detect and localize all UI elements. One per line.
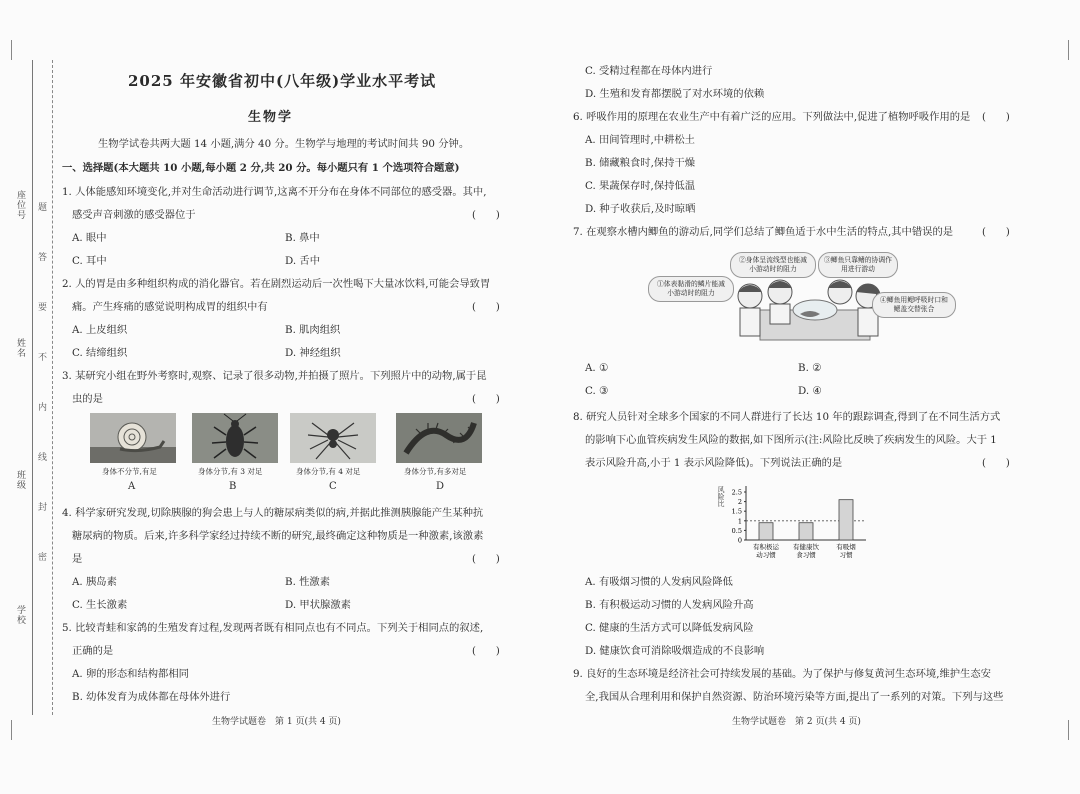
speech-bubble-3: ③鲫鱼只靠鳍的协调作用进行游动 (818, 252, 898, 278)
photo-caption-c: 身体分节,有 4 对足 (296, 467, 361, 476)
q7-option-d[interactable]: D. ④ (798, 385, 822, 397)
q4-option-b[interactable]: B. 性激素 (285, 576, 331, 588)
crop-mark (0, 40, 12, 60)
x-category-label: 习惯 (839, 551, 853, 559)
binding-char: 要 (38, 303, 48, 313)
q4-option-d[interactable]: D. 甲状腺激素 (285, 599, 351, 611)
q4-option-c[interactable]: C. 生长激素 (72, 599, 128, 611)
q5-answer-blank[interactable]: ( ) (472, 646, 500, 657)
seat-number-label: 座位号 (15, 190, 25, 220)
q9-stem-cont: 全,我国从合理利用和保护自然资源、防治环境污染等方面,提出了一系列的对策。下列与这些 (585, 691, 1004, 703)
q8-stem: 8. 研究人员针对全球多个国家的不同人群进行了长达 10 年的跟踪调查,得到了在不同生活方式 (573, 411, 1001, 423)
q4-stem: 4. 科学家研究发现,切除胰腺的狗会患上与人的糖尿病类似的病,并据此推测胰腺能产生某种抗 (62, 507, 484, 519)
q7-option-b[interactable]: B. ② (798, 362, 822, 374)
speech-bubble-4: ④鲫鱼用鳃呼吸时口和鳃盖交替张合 (872, 292, 956, 318)
bar (839, 500, 853, 540)
snail-photo[interactable] (90, 413, 176, 463)
q2-option-a[interactable]: A. 上皮组织 (72, 324, 128, 336)
photo-caption-a: 身体不分节,有足 (102, 467, 157, 476)
q4-stem-cont: 糖尿病的物质。后来,许多科学家经过持续不断的研究,最终确定这种物质是一种激素,该激素 (72, 530, 484, 542)
risk-ratio-bar-chart (712, 476, 892, 568)
q8-stem-cont2: 表示风险升高,小于 1 表示风险降低)。下列说法正确的是 (585, 457, 843, 469)
x-category-label: 食习惯 (796, 551, 816, 559)
centipede-icon (396, 413, 482, 463)
binding-char: 密 (38, 553, 48, 563)
q1-option-c[interactable]: C. 耳中 (72, 255, 107, 267)
photo-option-c[interactable]: C (329, 481, 337, 492)
x-category-label: 动习惯 (756, 551, 776, 559)
photo-caption-b: 身体分节,有 3 对足 (198, 467, 263, 476)
spider-photo[interactable] (290, 413, 376, 463)
q5-option-d[interactable]: D. 生殖和发育都摆脱了对水环境的依赖 (585, 88, 765, 100)
right-page (540, 0, 1080, 794)
page-footer: 生物学试题卷 第 2 页(共 4 页) (732, 717, 861, 727)
binding-char: 不 (38, 353, 48, 363)
q6-stem: 6. 呼吸作用的原理在农业生产中有着广泛的应用。下列做法中,促进了植物呼吸作用的是 (573, 111, 971, 123)
photo-caption-d: 身体分节,有多对足 (404, 467, 467, 476)
q2-option-b[interactable]: B. 肌肉组织 (285, 324, 341, 336)
q9-stem: 9. 良好的生态环境是经济社会可持续发展的基础。为了保护与修复黄河生态环境,维护生态安 (573, 668, 991, 680)
photo-option-b[interactable]: B (229, 481, 237, 492)
q3-stem: 3. 某研究小组在野外考察时,观察、记录了很多动物,并拍摄了照片。下列照片中的动物,属于昆 (62, 370, 487, 382)
q5-option-a[interactable]: A. 卵的形态和结构都相同 (72, 668, 189, 680)
y-tick-label: 1 (737, 517, 742, 526)
centipede-photo[interactable] (396, 413, 482, 463)
y-tick-label: 0 (737, 536, 742, 545)
q4-answer-blank[interactable]: ( ) (472, 554, 500, 565)
x-category-label: 有积极运 (753, 543, 779, 551)
photo-option-d[interactable]: D (436, 481, 445, 492)
q4-stem-cont2: 是 (72, 553, 83, 565)
q6-answer-blank[interactable]: ( ) (982, 112, 1010, 123)
beetle-icon (192, 413, 278, 463)
school-label: 学校 (15, 605, 25, 625)
q6-option-c[interactable]: C. 果蔬保存时,保持低温 (585, 180, 696, 192)
q8-stem-cont: 的影响下心血管疾病发生风险的数据,如下图所示(注:风险比反映了疾病发生的风险。大于 1 (585, 434, 997, 446)
binding-char: 封 (38, 503, 48, 513)
exam-title: 2025 年安徽省初中(八年级)学业水平考试 (128, 72, 437, 90)
q5-stem: 5. 比较青蛙和家鸽的生殖发育过程,发现两者既有相同点也有不同点。下列关于相同点的叙述, (62, 622, 484, 634)
q7-option-a[interactable]: A. ① (585, 362, 609, 374)
spider-icon (290, 413, 376, 463)
q2-option-d[interactable]: D. 神经组织 (285, 347, 341, 359)
q2-answer-blank[interactable]: ( ) (472, 302, 500, 313)
snail-icon (90, 413, 176, 463)
bar (759, 523, 773, 540)
q5-option-b[interactable]: B. 幼体发育为成体都在母体外进行 (72, 691, 231, 703)
crop-mark (1068, 720, 1080, 740)
y-tick-label: 0.5 (731, 526, 742, 535)
crop-mark (0, 720, 12, 740)
class-label: 班级 (15, 470, 25, 490)
y-tick-label: 2 (737, 498, 742, 507)
q3-answer-blank[interactable]: ( ) (472, 394, 500, 405)
subject-title: 生物学 (248, 110, 294, 125)
q5-stem-cont: 正确的是 (72, 645, 114, 657)
q8-option-c[interactable]: C. 健康的生活方式可以降低发病风险 (585, 622, 754, 634)
q6-option-d[interactable]: D. 种子收获后,及时晾晒 (585, 203, 696, 215)
binding-char: 内 (38, 403, 48, 413)
photo-option-a[interactable]: A (128, 481, 136, 492)
q8-answer-blank[interactable]: ( ) (982, 458, 1010, 469)
q1-answer-blank[interactable]: ( ) (472, 210, 500, 221)
q7-answer-blank[interactable]: ( ) (982, 227, 1010, 238)
x-category-label: 有健康饮 (793, 543, 819, 551)
q1-stem-cont: 感受声音刺激的感受器位于 (72, 209, 196, 221)
fish-observation-illustration (640, 248, 960, 352)
bar (799, 523, 813, 540)
name-label: 姓名 (15, 338, 25, 358)
x-category-label: 有吸烟 (836, 543, 856, 551)
intro-text: 生物学试卷共两大题 14 小题,满分 40 分。生物学与地理的考试时间共 90 分钟。 (98, 138, 470, 150)
q2-stem: 2. 人的胃是由多种组织构成的消化器官。若在剧烈运动后一次性喝下大量冰饮料,可能会导致胃 (62, 278, 491, 290)
page-footer: 生物学试题卷 第 1 页(共 4 页) (212, 717, 341, 727)
q2-option-c[interactable]: C. 结缔组织 (72, 347, 128, 359)
q1-option-a[interactable]: A. 眼中 (72, 232, 107, 244)
speech-bubble-1: ①体表黏滑的鳞片能减小游动时的阻力 (648, 276, 734, 302)
binding-dashed-line (52, 60, 53, 715)
section-heading: 一、选择题(本大题共 10 小题,每小题 2 分,共 20 分。每小题只有 1 个选项符合题意) (62, 162, 460, 174)
q7-stem: 7. 在观察水槽内鲫鱼的游动后,同学们总结了鲫鱼适于水中生活的特点,其中错误的是 (573, 226, 954, 238)
q1-stem: 1. 人体能感知环境变化,并对生命活动进行调节,这离不开分布在身体不同部位的感受器。其中, (62, 186, 487, 198)
binding-char: 题 (38, 203, 48, 213)
y-tick-label: 2.5 (731, 488, 742, 497)
q8-option-a[interactable]: A. 有吸烟习惯的人发病风险降低 (585, 576, 733, 588)
q6-option-a[interactable]: A. 田间管理时,中耕松土 (585, 134, 695, 146)
y-tick-label: 1.5 (731, 507, 742, 516)
binding-char: 线 (38, 453, 48, 463)
q1-option-d[interactable]: D. 舌中 (285, 255, 321, 267)
q8-option-d[interactable]: D. 健康饮食可消除吸烟造成的不良影响 (585, 645, 765, 657)
q8-option-b[interactable]: B. 有积极运动习惯的人发病风险升高 (585, 599, 754, 611)
q7-option-c[interactable]: C. ③ (585, 385, 609, 397)
q4-option-a[interactable]: A. 胰岛素 (72, 576, 117, 588)
y-axis-label: 风险比 (717, 486, 725, 507)
speech-bubble-2: ②身体呈流线型也能减小游动时的阻力 (730, 252, 816, 278)
binding-char: 答 (38, 253, 48, 263)
binding-line (32, 60, 33, 715)
q1-option-b[interactable]: B. 鼻中 (285, 232, 320, 244)
beetle-photo[interactable] (192, 413, 278, 463)
q5-option-c[interactable]: C. 受精过程都在母体内进行 (585, 65, 713, 77)
q2-stem-cont: 痛。产生疼痛的感觉说明构成胃的组织中有 (72, 301, 268, 313)
q6-option-b[interactable]: B. 储藏粮食时,保持干燥 (585, 157, 696, 169)
crop-mark (1068, 40, 1080, 60)
q3-stem-cont: 虫的是 (72, 393, 103, 405)
